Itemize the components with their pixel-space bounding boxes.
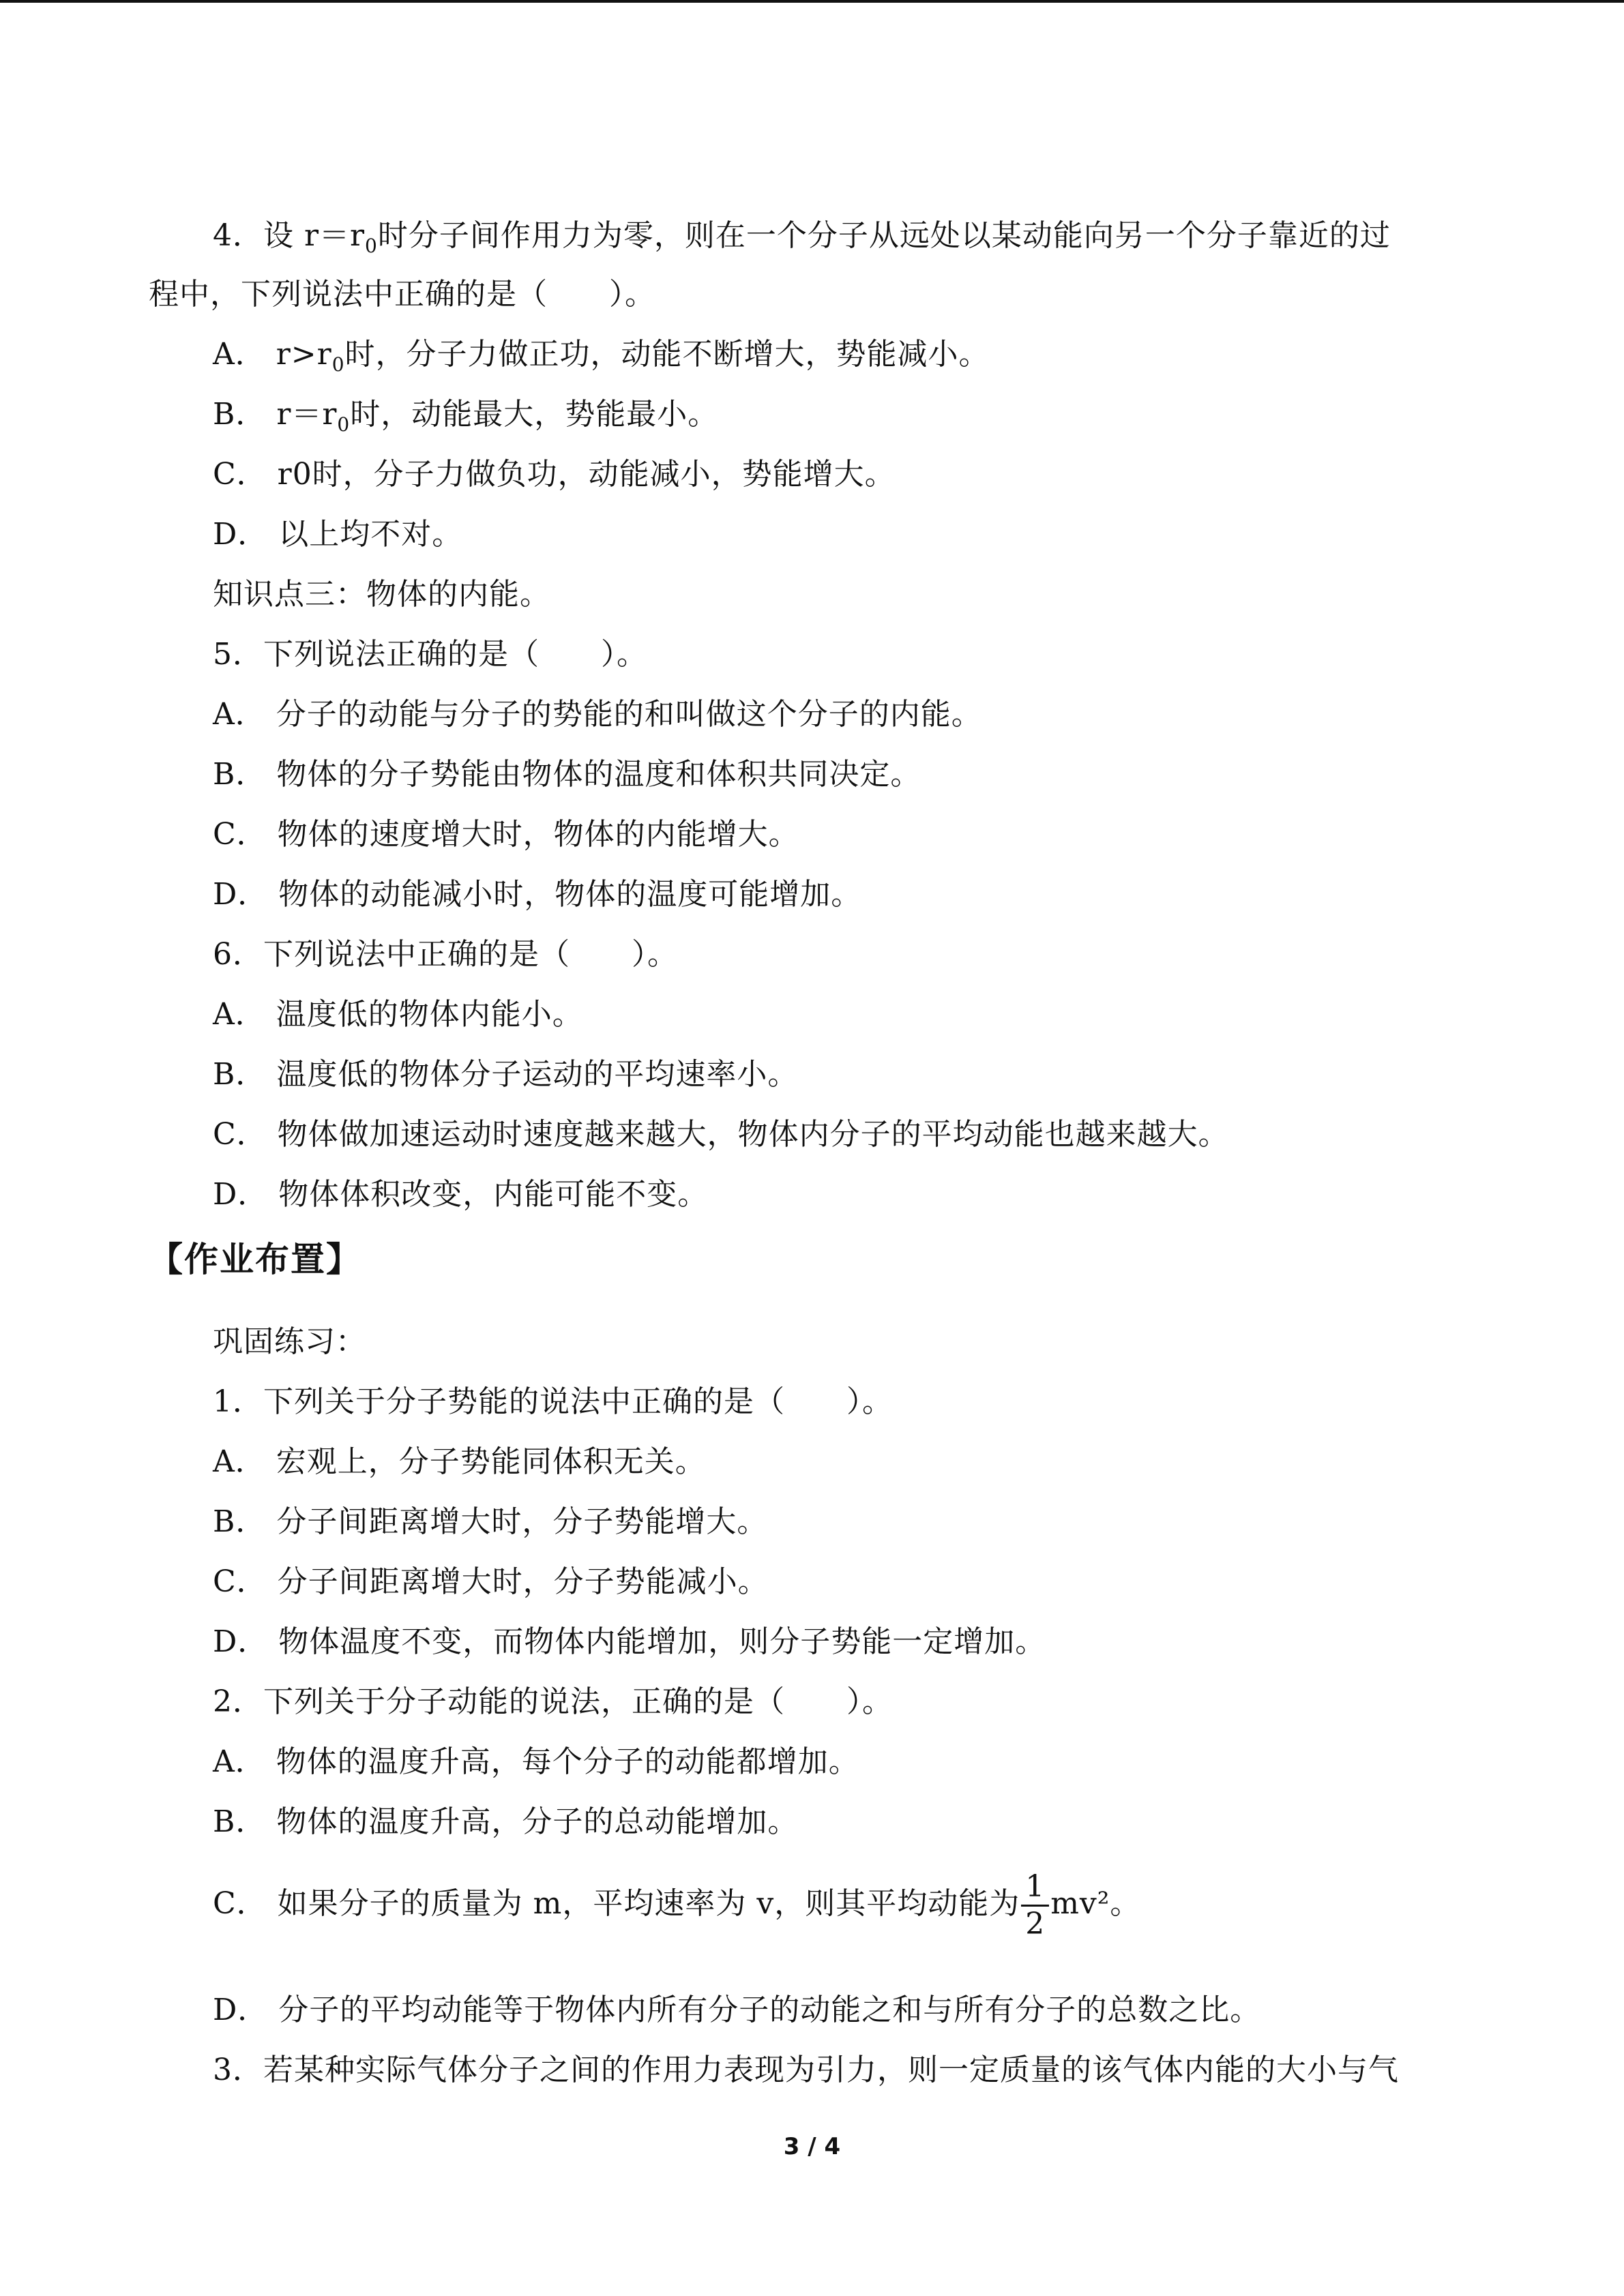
q4-line2: 程中，下列说法中正确的是（ ）。 [149,277,655,312]
q4-option-a: A． $r>r_0$时，分子力做正功，动能不断增大，势能减小。 [213,337,990,376]
top-border-line [0,0,1624,3]
q4-option-b: B． $r=r_0$时，动能最大，势能最小。 [213,397,719,436]
fraction-one-half [1021,1869,1049,1942]
hw-q1-stem: 1．下列关于分子势能的说法中正确的是（ ）。 [213,1384,893,1419]
q5-stem: 5．下列说法正确的是（ ）。 [213,637,647,672]
consolidation-intro: 巩固练习： [213,1324,366,1359]
kinetic-energy-expression: mv²。 [1050,1886,1141,1921]
q4-line1: 4．设 $r=r_0$时分子间作用力为零，则在一个分子从远处以某动能向另一个分子靠近的过 [213,218,1391,257]
q6-option-d: D． 物体体积改变，内能可能不变。 [213,1177,709,1212]
q6-option-a: A． 温度低的物体内能小。 [213,997,583,1032]
hw-q1-option-c: C． 分子间距离增大时，分子势能减小。 [213,1564,769,1599]
q6-option-c: C． 物体做加速运动时速度越来越大，物体内分子的平均动能也越来越大。 [213,1117,1229,1152]
q5-option-c: C． 物体的速度增大时，物体的内能增大。 [213,817,799,852]
q5-option-b: B． 物体的分子势能由物体的温度和体积共同决定。 [213,757,921,792]
q5-option-d: D． 物体的动能减小时，物体的温度可能增加。 [213,877,862,912]
q4-option-d: D． 以上均不对。 [213,517,463,552]
knowledge-point-3: 知识点三：物体的内能。 [213,577,550,612]
homework-heading: 【作业布置】 [149,1240,361,1279]
fraction-numerator: 1 [1021,1869,1049,1907]
hw-q2-stem: 2．下列关于分子动能的说法，正确的是（ ）。 [213,1684,893,1719]
q5-option-a: A． 分子的动能与分子的势能的和叫做这个分子的内能。 [213,697,982,732]
hw-q2-option-b: B． 物体的温度升高，分子的总动能增加。 [213,1804,799,1839]
q6-stem: 6．下列说法中正确的是（ ）。 [213,937,678,972]
hw-q2-option-c [213,1868,1140,1942]
fraction-denominator: 2 [1025,1907,1046,1941]
hw-q2-option-a: A． 物体的温度升高，每个分子的动能都增加。 [213,1744,859,1779]
hw-q2-option-c-text: C． 如果分子的质量为 m，平均速率为 v，则其平均动能为 [213,1886,1020,1921]
page-number: 3 / 4 [783,2133,841,2160]
q4-option-c: C． r0时，分子力做负功，动能减小，势能增大。 [213,457,896,492]
hw-q1-option-a: A． 宏观上，分子势能同体积无关。 [213,1444,706,1479]
q6-option-b: B． 温度低的物体分子运动的平均速率小。 [213,1057,799,1092]
hw-q1-option-d: D． 物体温度不变，而物体内能增加，则分子势能一定增加。 [213,1624,1046,1659]
hw-q3-line1: 3．若某种实际气体分子之间的作用力表现为引力，则一定质量的该气体内能的大小与气 [213,2053,1399,2087]
hw-q1-option-b: B． 分子间距离增大时，分子势能增大。 [213,1504,768,1539]
hw-q2-option-d: D． 分子的平均动能等于物体内所有分子的动能之和与所有分子的总数之比。 [213,1993,1261,2027]
